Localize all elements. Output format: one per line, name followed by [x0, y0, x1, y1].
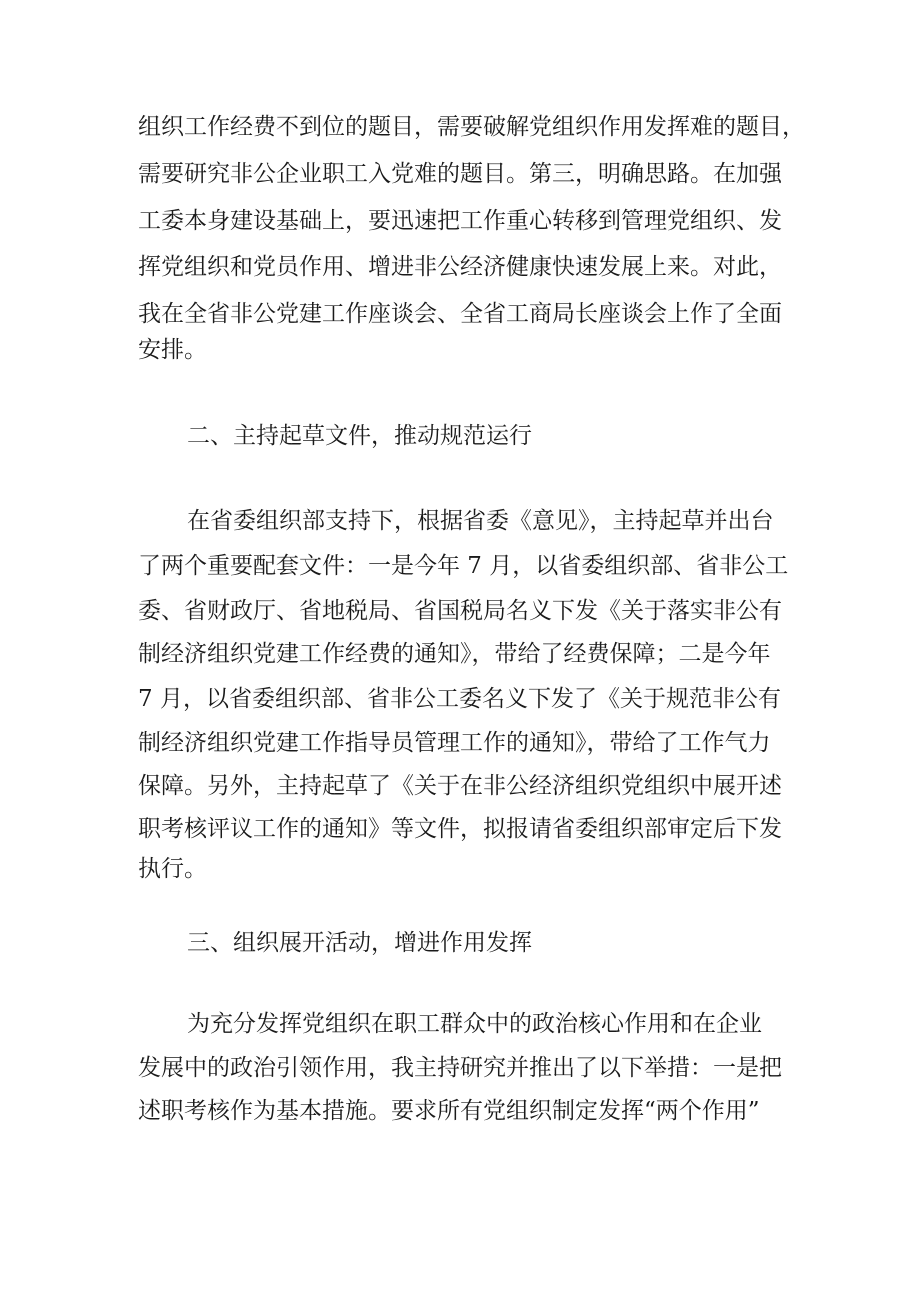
section-heading: 三、组织展开活动，增进作用发挥 — [187, 930, 532, 956]
paragraph-line: 保障。另外，主持起草了《关于在非公经济组织党组织中展开述 — [138, 773, 782, 799]
paragraph-line: 执行。 — [138, 856, 207, 882]
paragraph-line: 委、省财政厅、省地税局、省国税局名义下发《关于落实非公有 — [138, 598, 782, 624]
paragraph-line: 了两个重要配套文件：一是今年 7 月，以省委组织部、省非公工 — [138, 553, 789, 579]
paragraph-line: 我在全省非公党建工作座谈会、全省工商局长座谈会上作了全面 — [138, 301, 782, 327]
paragraph-line: 职考核评议工作的通知》等文件，拟报请省委组织部审定后下发 — [138, 816, 782, 842]
paragraph-line: 制经济组织党建工作经费的通知》，带给了经费保障；二是今年 — [138, 641, 771, 667]
section-heading: 二、主持起草文件，推动规范运行 — [187, 423, 532, 449]
paragraph-line: 在省委组织部支持下，根据省委《意见》，主持起草并出台 — [187, 508, 774, 534]
paragraph-line: 工委本身建设基础上，要迅速把工作重心转移到管理党组织、发 — [138, 208, 782, 234]
paragraph-line: 述职考核作为基本措施。要求所有党组织制定发挥“两个作用” — [138, 1098, 760, 1124]
paragraph-line: 7 月，以省委组织部、省非公工委名义下发了《关于规范非公有 — [138, 686, 781, 712]
paragraph-line: 发展中的政治引领作用，我主持研究并推出了以下举措：一是把 — [138, 1055, 782, 1081]
paragraph-line: 挥党组织和党员作用、增进非公经济健康快速发展上来。对此， — [138, 254, 782, 280]
paragraph-line: 需要研究非公企业职工入党难的题目。第三，明确思路。在加强 — [138, 161, 782, 187]
paragraph-line: 安排。 — [138, 337, 207, 363]
paragraph-line: 制经济组织党建工作指导员管理工作的通知》，带给了工作气力 — [138, 730, 771, 756]
paragraph-line: 为充分发挥党组织在职工群众中的政治核心作用和在企业 — [187, 1011, 762, 1037]
paragraph-line: 组织工作经费不到位的题目，需要破解党组织作用发挥难的题目， — [138, 114, 805, 140]
